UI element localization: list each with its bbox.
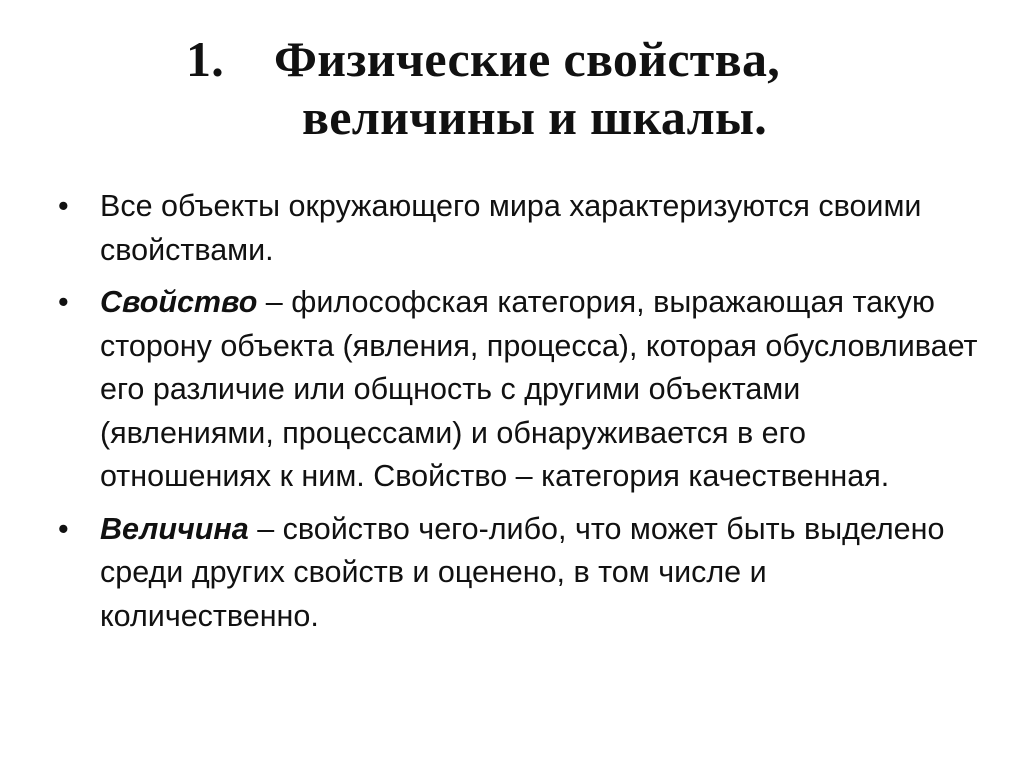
- bullet-text: Все объекты окружающего мира характеризуются своими свойствами.: [100, 189, 922, 267]
- bullet-text: – свойство чего-либо, что может быть выделено среди других свойств и оценено, в том числе и количественно.: [100, 511, 945, 633]
- title-line-1: Физические свойства,: [274, 31, 781, 87]
- bullet-dot-icon: •: [58, 189, 69, 223]
- bullet-item-1: [58, 185, 978, 272]
- bullet-item-2: [58, 281, 978, 499]
- term-property: Свойство: [100, 285, 258, 319]
- bullet-list: [58, 185, 978, 647]
- bullet-item-3: [58, 508, 978, 639]
- bullet-dot-icon: •: [58, 285, 69, 319]
- bullet-text: – философская категория, выражающая такую сторону объекта (явления, процесса), которая обусловливает его различие или общность с другими объектами (явлениями, процессами) и обнаруживается в его отношениях к ним. Свойство – категория качественная.: [100, 285, 978, 493]
- slide-title: [186, 30, 946, 146]
- term-quantity: Величина: [100, 511, 249, 546]
- title-line-2: величины и шкалы.: [302, 89, 768, 145]
- bullet-dot-icon: •: [58, 511, 69, 546]
- title-number: 1.: [186, 31, 225, 87]
